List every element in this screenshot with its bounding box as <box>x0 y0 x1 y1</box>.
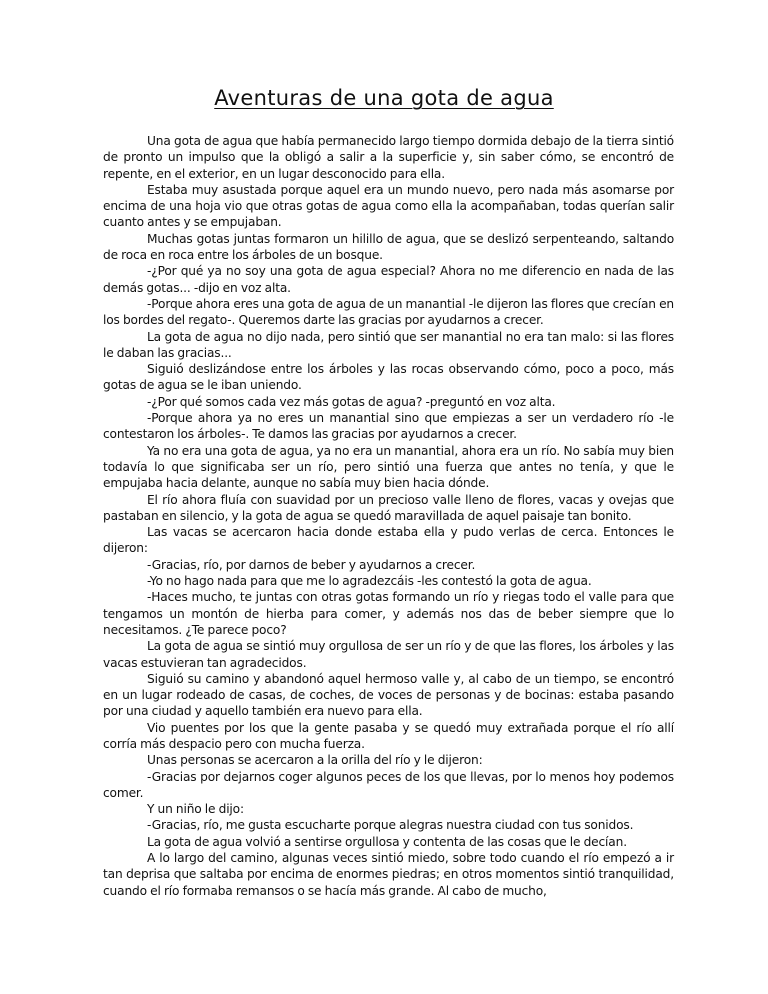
story-body <box>103 133 674 899</box>
paragraph: La gota de agua no dijo nada, pero sintió que ser manantial no era tan malo: si las flores le daban las gracias... <box>103 329 674 360</box>
paragraph: Vio puentes por los que la gente pasaba y se quedó muy extrañada porque el río allí corría más despacio pero con mucha fuerza. <box>103 720 674 751</box>
paragraph: Las vacas se acercaron hacia donde estaba ella y pudo verlas de cerca. Entonces le dijeron: <box>103 525 674 556</box>
paragraph: Estaba muy asustada porque aquel era un mundo nuevo, pero nada más asomarse por encima de una hoja vio que otras gotas de agua como ella la acompañaban, todas querían salir cuanto antes y se empujaban. <box>103 182 674 230</box>
paragraph: Y un niño le dijo: <box>147 802 244 817</box>
paragraph: Siguió su camino y abandonó aquel hermoso valle y, al cabo de un tiempo, se encontró en un lugar rodeado de casas, de coches, de voces de personas y de bocinas: estaba pasando por una ciudad y aquello también era nuevo para ella. <box>103 671 674 719</box>
paragraph: -Porque ahora eres una gota de agua de un manantial -le dijeron las flores que crecían en los bordes del regato-. Queremos darte las gracias por ayudarnos a crecer. <box>103 296 674 328</box>
paragraph: -Yo no hago nada para que me lo agradezcáis -les contestó la gota de agua. <box>147 574 592 589</box>
paragraph: A lo largo del camino, algunas veces sintió miedo, sobre todo cuando el río empezó a ir tan deprisa que saltaba por encima de enormes piedras; en otros momentos sintió tranquilidad, cuando el río formaba remansos o se hacía más grande. Al cabo de mucho, <box>103 851 674 898</box>
paragraph: -Gracias por dejarnos coger algunos peces de los que llevas, por lo menos hoy podemos comer. <box>103 769 674 800</box>
paragraph: -¿Por qué somos cada vez más gotas de agua? -preguntó en voz alta. <box>147 394 556 409</box>
paragraph: Una gota de agua que había permanecido largo tiempo dormida debajo de la tierra sintió de pronto un impulso que la obligó a salir a la superficie y, sin saber cómo, se encontró de repente, en el exterior, en un lugar desconocido para ella. <box>103 134 674 181</box>
paragraph: -Haces mucho, te juntas con otras gotas formando un río y riegas todo el valle para que tengamos un montón de hierba para comer, y además nos das de beber siempre que lo necesitamos. ¿Te parece poco? <box>103 590 674 637</box>
paragraph: Ya no era una gota de agua, ya no era un manantial, ahora era un río. No sabía muy bien todavía lo que significaba ser un río, pero sintió una fuerza que antes no tenía, y que le empujaba hacia delante, aunque no sabía muy bien hacia dónde. <box>103 443 674 491</box>
paragraph: Siguió deslizándose entre los árboles y las rocas observando cómo, poco a poco, más gotas de agua se le iban uniendo. <box>103 362 674 393</box>
paragraph: La gota de agua volvió a sentirse orgullosa y contenta de las cosas que le decían. <box>147 834 627 849</box>
paragraph: Unas personas se acercaron a la orilla del río y le dijeron: <box>147 753 483 768</box>
paragraph: -Gracias, río, por darnos de beber y ayudarnos a crecer. <box>147 557 476 572</box>
page-title: Aventuras de una gota de agua <box>214 86 554 110</box>
paragraph: Muchas gotas juntas formaron un hilillo de agua, que se deslizó serpenteando, saltando de roca en roca entre los árboles de un bosque. <box>103 231 674 263</box>
paragraph: La gota de agua se sintió muy orgullosa de ser un río y de que las flores, los árboles y las vacas estuvieran tan agradecidos. <box>103 639 674 670</box>
paragraph: -Porque ahora ya no eres un manantial sino que empiezas a ser un verdadero río -le contestaron los árboles-. Te damos las gracias por ayudarnos a crecer. <box>103 411 674 442</box>
paragraph: -Gracias, río, me gusta escucharte porque alegras nuestra ciudad con tus sonidos. <box>147 818 634 833</box>
paragraph: El río ahora fluía con suavidad por un precioso valle lleno de flores, vacas y ovejas que pastaban en silencio, y la gota de agua se quedó maravillada de aquel paisaje tan bonito. <box>103 492 674 523</box>
paragraph: -¿Por qué ya no soy una gota de agua especial? Ahora no me diferencio en nada de las demás gotas... -dijo en voz alta. <box>103 264 674 295</box>
